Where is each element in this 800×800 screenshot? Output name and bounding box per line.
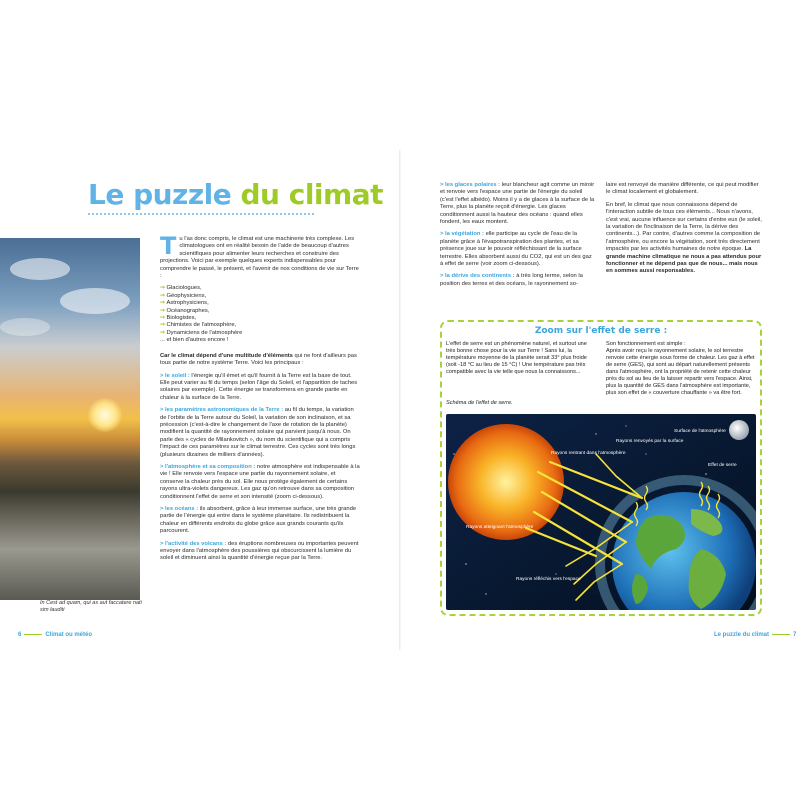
list-item: ➞ Chimistes de l'atmosphère, [160,322,360,329]
list-item: ➞ Glaciologues, [160,285,360,292]
section-volcans: > l'activité des volcans : des éruptions nombreuses ou importantes peuvent envoyer dans l'atmosphère des poussières qui obscurcissent la lumière du soleil et diminuent ainsi la quantité d'énergie reçue par la Terre. [160,540,359,562]
greenhouse-diagram [446,414,756,610]
sun-glow [88,398,122,432]
sun-illustration [448,424,564,540]
col2-paragraph-1: laire est renvoyé de manière différente, ce qui peut modifier le climat localement et globalement. [606,182,759,196]
section-oceans: > les océans : ils absorbent, grâce à leur immense surface, une très grande partie de l'énergie qui entre dans le système planétaire. Ils redistribuent la chaleur en différents endroits du globe grâce aux grands courants qu'ils parcourent. [160,506,357,535]
schema-caption: Schéma de l'effet de serre. [446,400,513,406]
moon-illustration [729,420,749,440]
left-footer [18,632,92,638]
title-part-2: du climat [240,178,383,211]
elements-paragraph: Car le climat dépend d'une multitude d'éléments qui ne font d'ailleurs pas tous partie de notre système Terre. Voici les principaux : [160,352,357,367]
col2-paragraph-2: En bref, le climat que nous connaissons dépend de l'interaction subtile de tous ces éléments... Nous n'avons, c'est vrai, aucune influence sur certains d'entre eux (le soleil, la variation de l'inclinaison de la Terre, la dérive des continents...). Par contre, d'autres comme la composition de l'atmosphère, ou encore la végétation, sont très directement impactés par les activités humaines de notre époque. La grande machine climatique ne nous a pas attendus pour fonctionner et ne dépend pas que de nous... mais nous en sommes aussi responsables. [606,201,762,275]
label-rentrant: Rayons rentrant dans l'atmosphère [551,451,626,456]
page-number: 6 [18,632,22,638]
photo-caption: In Cest ad quam, qui as aut faccatere nati sim lauditi [40,600,142,613]
label-renvoyes: Rayons renvoyés par la surface [616,439,684,444]
section-continents: > la dérive des continents : à très long terme, selon la position des terres et des océans, le rayonnement so- [440,273,583,287]
right-column-2 [606,182,762,281]
right-column-1 [440,182,596,293]
label-atteignant: Rayons atteignant l'atmosphère [466,525,534,530]
page-title [88,178,383,211]
intro-paragraph: Tu l'as donc compris, le climat est une machinerie très complexe. Les climatologues ont en réalité besoin de l'aide de beaucoup d'autres scientifiques pour alimenter leurs recherches et construire des projections. Voici par exemple quelques experts indispensables pour comprendre le passé, le présent, et l'avenir de nos conditions de vie sur Terre : [160,232,359,280]
sunset-photo [0,238,140,600]
list-item: ➞ Biologistes, [160,315,360,322]
section-glaces: > les glaces polaires : leur blancheur agit comme un miroir et renvoie vers l'espace une partie de l'énergie du soleil (c'est l'effet albédo). Moins il y a de glaces à la surface de la Terre, plus la planète reçoit d'énergie. Les glaces conditionnent aussi la hauteur des océans : quand elles fondent, les eaux montent. [440,182,595,226]
label-effet: Effet de serre [708,463,737,468]
left-column [160,232,360,568]
title-underline [88,213,314,215]
zoom-right-text: Son fonctionnement est simple : Après avoir reçu le rayonnement solaire, le sol terrestre renvoie cette énergie sous forme de chaleur. Les gaz à effet de serre (GES), qui sont au départ naturellement présents dans l'atmosphère, ont la propriété de retenir cette chaleur près du sol au lieu de la laisser repartir vers l'espace. Ainsi, plus la quantité de GES dans l'atmosphère est importante, plus son effet de « couverture chauffante » va être fort. [606,341,755,396]
list-item: ➞ Océanographes, [160,308,360,315]
label-surface: Surface de l'atmosphère [674,429,726,434]
section-soleil: > le soleil : l'énergie qu'il émet et qu'il fournit à la Terre est la base de tout. Elle peut varier au fil du temps (selon l'âge du Soleil, et l'apparition de taches solaires par exemple). Cette énergie se transformera en grande partie en chaleur à la surface de la Terre. [160,372,358,401]
zoom-box [440,320,762,616]
list-item: ➞ Géophysiciens, [160,293,360,300]
section-atmosphere: > l'atmosphère et sa composition : notre atmosphère est indispensable à la vie ! Elle renvoie vers l'espace une partie du rayonnement solaire, et conserve la chaleur près du sol. Elle nous protège également de certains rayons ultra-violets dangereux. Les gaz qu'on retrouve dans sa composition conditionnent l'effet de serre et son intensité (zoom ci-dessous). [160,463,360,500]
zoom-title: Zoom sur l'effet de serre : [534,326,668,336]
list-item: ➞ Dynamiciens de l'atmosphère [160,330,360,337]
experts-end: ... et bien d'autres encore ! [160,337,229,344]
label-reflechis: Rayons réfléchis vers l'espace [516,577,581,582]
section-astronomiques: > les paramètres astronomiques de la Terre : au fil du temps, la variation de l'orbite de la Terre autour du Soleil, la variation de son inclinaison, et sa précession (c'est-à-dire le changement de l'axe de rotation de la planète) modifient la quantité de rayonnement solaire qui parvient jusqu'à nous. On parle des « cycles de Milankovitch », du nom du scientifique qui a compris l'impact de ces paramètres sur le climat terrestre. Ces cycles sont très longs (plusieurs dizaines de milliers d'années). [160,407,356,458]
footer-label: Le puzzle du climat [714,632,770,638]
right-footer [714,632,796,638]
dropcap: T [160,232,177,260]
greenhouse-svg [446,414,756,610]
page-number: 7 [793,632,797,638]
list-item: ➞ Astrophysiciens, [160,300,360,307]
title-part-1: Le puzzle [88,178,241,211]
section-vegetation: > la végétation : elle participe au cycle de l'eau de la planète grâce à l'évapotranspiration des plantes, et sa présence joue sur le pouvoir réfléchissant de la surface terrestre. Elles absorbent aussi du CO2, qui est un des gaz à effet de serre (voir zoom ci-dessous). [440,231,592,268]
footer-label: Climat ou météo [45,632,93,638]
page-gutter [399,150,401,650]
zoom-left-text: L'effet de serre est un phénomène naturel, et surtout une très bonne chose pour la vie sur Terre ! Sans lui, la température moyenne de la planète serait 33° plus froide (soit -18 °C au lieu de 15 °C) ! Une température pas très compatible avec la vie telle que nous la connaissons... [446,341,587,375]
experts-list [160,285,360,337]
